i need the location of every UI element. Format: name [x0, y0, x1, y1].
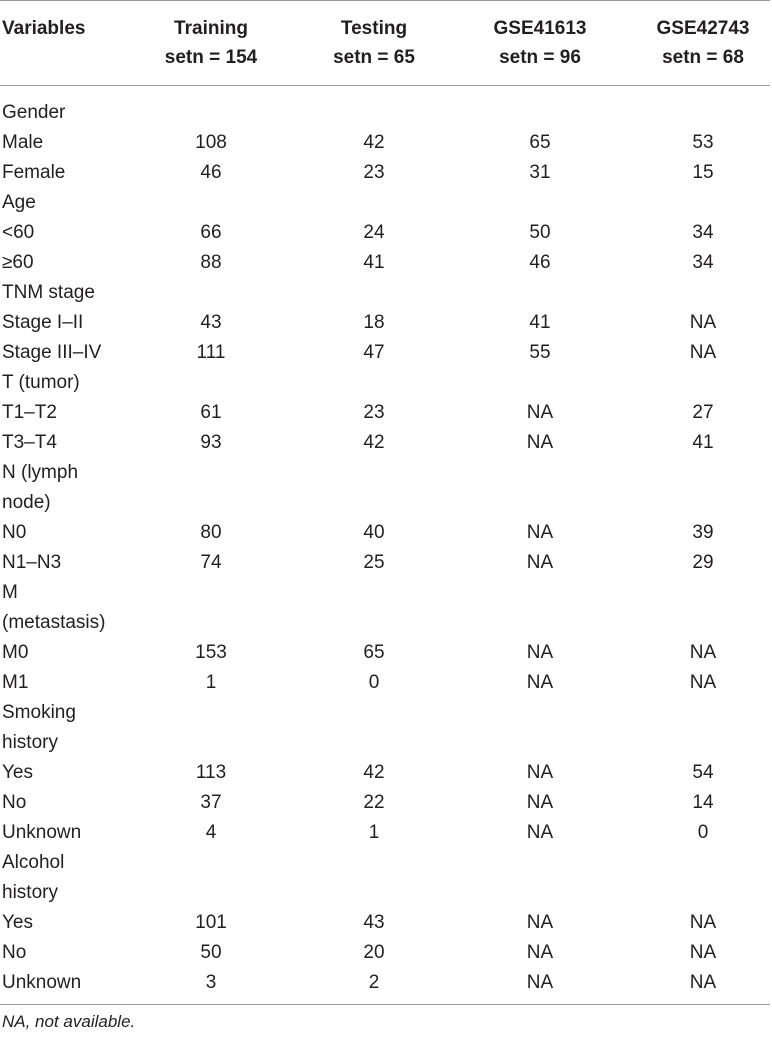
table-row [0, 518, 770, 548]
cell-training: 66 [200, 222, 222, 243]
row-label: ≥60 [2, 252, 34, 273]
cell-gse42743: 53 [692, 132, 714, 153]
cell-gse42743 [636, 578, 770, 638]
table-row [0, 578, 770, 638]
cell-testing [304, 368, 444, 398]
row-label: Smoking history [2, 702, 76, 753]
cell-training: 80 [200, 522, 222, 543]
cell-gse42743: 34 [692, 222, 714, 243]
cell-gse41613: NA [526, 552, 554, 573]
table-row [0, 548, 770, 578]
header-gse42743-set: GSE42743 setn = 68 [636, 1, 770, 86]
row-label: M (metastasis) [2, 582, 106, 633]
table-row [0, 278, 770, 308]
cell-gse41613: 50 [529, 222, 551, 243]
cell-testing [304, 86, 444, 129]
cell-training: 3 [118, 968, 304, 1005]
cell-gse41613 [444, 368, 636, 398]
cell-gse42743: NA [689, 672, 717, 693]
cell-gse41613: NA [526, 642, 554, 663]
row-label: No [2, 942, 27, 963]
cell-gse41613: NA [526, 762, 554, 783]
header-gse41613-set: GSE41613 setn = 96 [444, 1, 636, 86]
cell-gse41613 [444, 698, 636, 758]
row-label: M1 [2, 672, 29, 693]
row-label: N (lymph node) [2, 462, 79, 513]
cell-gse41613: NA [526, 432, 554, 453]
cell-training: 37 [200, 792, 222, 813]
row-label: Yes [2, 762, 33, 783]
row-label: M0 [2, 642, 29, 663]
cell-gse42743: NA [689, 942, 717, 963]
cell-testing: 24 [363, 222, 385, 243]
cell-gse42743: 34 [692, 252, 714, 273]
row-label: T3–T4 [2, 432, 57, 453]
table-row [0, 398, 770, 428]
cell-testing [304, 698, 444, 758]
cell-gse42743: 39 [692, 522, 714, 543]
cell-training: 153 [195, 642, 227, 663]
cell-testing: 43 [363, 912, 385, 933]
cell-gse42743 [636, 458, 770, 518]
cell-gse42743: NA [689, 912, 717, 933]
table-row [0, 968, 770, 1005]
cell-testing: 42 [363, 132, 385, 153]
row-label: Age [2, 192, 36, 213]
cell-gse42743: 14 [692, 792, 714, 813]
cell-training: 61 [200, 402, 222, 423]
cell-gse42743: NA [689, 642, 717, 663]
cell-testing: 2 [304, 968, 444, 1005]
cell-testing: 18 [363, 312, 385, 333]
cell-training: 88 [200, 252, 222, 273]
cell-gse42743: 41 [692, 432, 714, 453]
table-row [0, 938, 770, 968]
cell-training [118, 278, 304, 308]
table-header [0, 1, 770, 86]
cell-training: 93 [200, 432, 222, 453]
cell-gse42743: NA [689, 312, 717, 333]
table-body [0, 86, 770, 1005]
row-label: Stage III–IV [2, 342, 102, 363]
header-testing-set: Testing setn = 65 [304, 1, 444, 86]
row-label: Unknown [2, 822, 82, 843]
row-label: N0 [2, 522, 27, 543]
cell-training: 43 [200, 312, 222, 333]
cell-gse41613 [444, 278, 636, 308]
cell-gse41613: NA [526, 912, 554, 933]
cell-gse42743 [636, 848, 770, 908]
cell-training [118, 188, 304, 218]
table-footnote: NA, not available. [2, 1012, 136, 1031]
cell-gse41613 [444, 188, 636, 218]
row-label: N1–N3 [2, 552, 62, 573]
cell-testing: 20 [363, 942, 385, 963]
cell-gse42743: NA [689, 342, 717, 363]
cell-testing: 41 [363, 252, 385, 273]
cell-gse41613: NA [444, 968, 636, 1005]
row-label: No [2, 792, 27, 813]
cell-gse41613: 65 [529, 132, 551, 153]
table-row [0, 428, 770, 458]
cell-testing: 40 [363, 522, 385, 543]
cell-testing: 42 [363, 432, 385, 453]
cell-gse42743: 27 [692, 402, 714, 423]
cell-testing [304, 278, 444, 308]
cell-gse42743 [636, 368, 770, 398]
cell-testing [304, 188, 444, 218]
cell-training: 101 [195, 912, 227, 933]
cell-gse42743: 15 [692, 162, 714, 183]
table-row [0, 758, 770, 788]
row-label: Male [2, 132, 44, 153]
table-row [0, 818, 770, 848]
cell-testing: 1 [368, 822, 380, 843]
header-variables: Variables [0, 1, 118, 86]
cell-gse42743 [636, 278, 770, 308]
cell-gse41613: NA [526, 942, 554, 963]
cell-gse41613: NA [526, 672, 554, 693]
cell-gse41613: NA [526, 522, 554, 543]
cell-training [118, 578, 304, 638]
header-row [0, 1, 770, 86]
table-row [0, 698, 770, 758]
cell-testing: 47 [363, 342, 385, 363]
cell-gse41613 [444, 848, 636, 908]
cell-gse41613 [444, 578, 636, 638]
row-label: Unknown [0, 968, 118, 1005]
row-label: TNM stage [2, 282, 95, 303]
cell-gse41613: 41 [529, 312, 551, 333]
cell-training: 50 [200, 942, 222, 963]
cell-testing: 22 [363, 792, 385, 813]
cell-gse42743: 54 [692, 762, 714, 783]
cell-testing: 0 [368, 672, 380, 693]
cell-training: 4 [205, 822, 217, 843]
table-row [0, 128, 770, 158]
cell-gse41613: 46 [529, 252, 551, 273]
cell-testing: 42 [363, 762, 385, 783]
cell-testing: 23 [363, 162, 385, 183]
row-label: Gender [2, 102, 66, 123]
cell-testing: 65 [363, 642, 385, 663]
cell-gse42743 [636, 698, 770, 758]
cell-testing: 23 [363, 402, 385, 423]
cell-training: 1 [205, 672, 217, 693]
cell-training [118, 848, 304, 908]
cell-gse41613: NA [526, 402, 554, 423]
table-row [0, 848, 770, 908]
cell-gse41613: 55 [529, 342, 551, 363]
cell-gse42743 [636, 86, 770, 129]
table-row [0, 338, 770, 368]
table-row [0, 788, 770, 818]
row-label: Yes [2, 912, 33, 933]
row-label: T (tumor) [2, 372, 80, 393]
cell-gse42743: 29 [692, 552, 714, 573]
cell-testing [304, 848, 444, 908]
cell-training: 113 [195, 762, 227, 783]
cell-training: 111 [196, 342, 226, 363]
cell-testing: 25 [363, 552, 385, 573]
table-row [0, 908, 770, 938]
cell-training: 108 [195, 132, 227, 153]
cell-training [118, 368, 304, 398]
table-row [0, 218, 770, 248]
cell-training [118, 458, 304, 518]
cell-gse41613 [444, 458, 636, 518]
cell-testing [304, 578, 444, 638]
cell-gse41613 [444, 86, 636, 129]
cell-training [118, 86, 304, 129]
cell-gse41613: NA [526, 822, 554, 843]
table-row [0, 248, 770, 278]
table-row [0, 188, 770, 218]
cell-gse42743 [636, 188, 770, 218]
cell-gse41613: 31 [529, 162, 551, 183]
table-row [0, 638, 770, 668]
table-row [0, 158, 770, 188]
row-label: T1–T2 [2, 402, 57, 423]
cell-training: 74 [200, 552, 222, 573]
row-label: <60 [2, 222, 35, 243]
cell-testing [304, 458, 444, 518]
table-row [0, 368, 770, 398]
cell-gse42743: 0 [697, 822, 709, 843]
cell-gse41613: NA [526, 792, 554, 813]
row-label: Stage I–II [2, 312, 84, 333]
cell-training: 46 [200, 162, 222, 183]
header-training-set: Training setn = 154 [118, 1, 304, 86]
cell-training [118, 698, 304, 758]
cell-gse42743: NA [636, 968, 770, 1005]
table-row [0, 308, 770, 338]
row-label: Alcohol history [2, 852, 65, 903]
row-label: Female [2, 162, 66, 183]
table-row [0, 86, 770, 129]
table-row [0, 668, 770, 698]
table-row [0, 458, 770, 518]
